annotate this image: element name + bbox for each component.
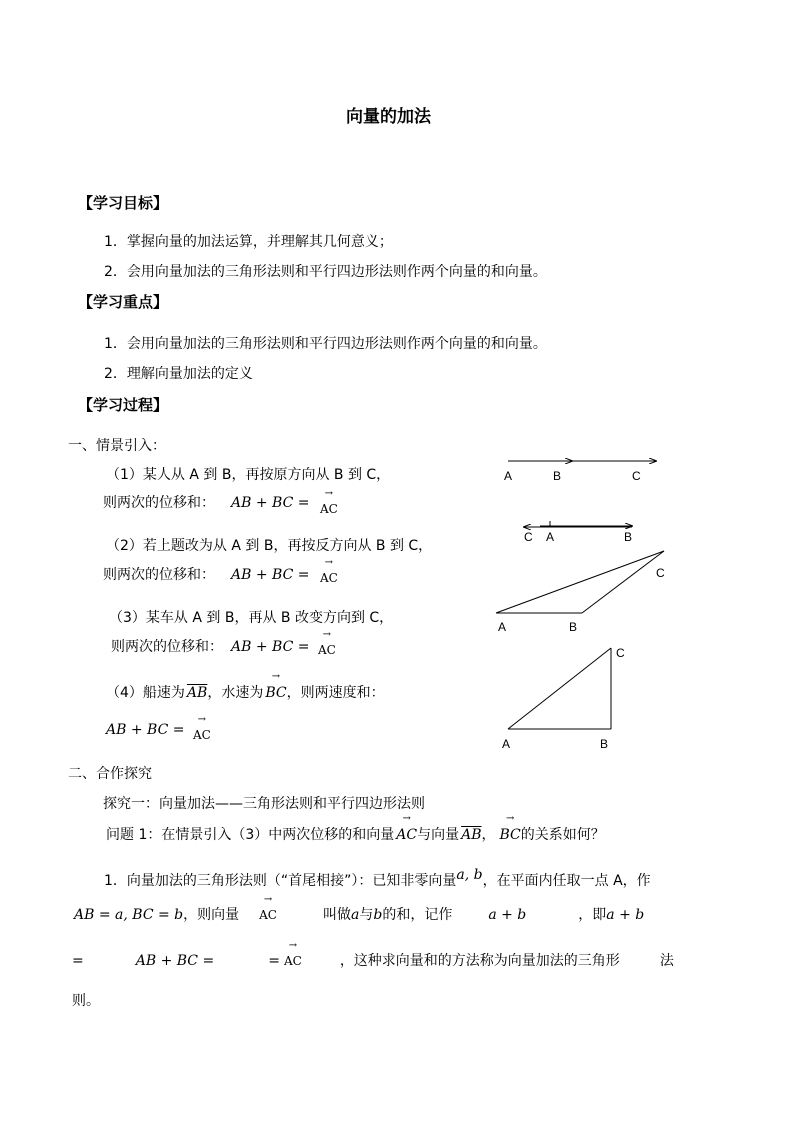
triangle-rule-line3: = AB + BC = = → AC ，这种求向量和的方法称为向量加法的三角形 法 — [72, 952, 722, 970]
question-1: （1）某人从 A 到 B，再按原方向从 B 到 C， — [106, 467, 391, 483]
vector-bc: → BC — [500, 826, 521, 844]
segment-ac — [496, 551, 664, 613]
explore-one: 探究一：向量加法——三角形法则和平行四边形法则 — [103, 796, 425, 812]
expr: AB + BC = — [106, 722, 185, 738]
vector-ac: → AC — [284, 952, 302, 970]
expr: AB + BC = — [231, 639, 310, 655]
coop-heading: 二、合作探究 — [68, 766, 152, 782]
question-2-sum: 则两次的位移和： AB + BC = → AC — [103, 566, 338, 584]
focus-item: 1．会用向量加法的三角形法则和平行四边形法则作两个向量的和向量。 — [104, 336, 547, 352]
label-c: C — [632, 469, 641, 483]
expr: AB + BC = — [135, 953, 215, 969]
label-b: B — [553, 469, 562, 483]
problem-1: 问题 1：在情景引入（3）中两次位移的和向量 → AC与向量 $\overline{AB}$， → BC的关系如何？ — [106, 826, 605, 844]
section-heading-focus: 【学习重点】 — [78, 293, 169, 311]
vector-ac: → AC — [396, 826, 417, 844]
figure-4 — [502, 646, 625, 751]
vector-ab: $\overline{AB}$ — [186, 685, 208, 701]
vector-bc: → BC — [265, 684, 286, 702]
vector-ac: → AC — [318, 641, 336, 659]
expr: AB + BC = — [231, 567, 310, 583]
label-c: C — [524, 530, 533, 544]
intro-heading: 一、情景引入： — [68, 438, 166, 454]
vector-ac: → AC — [259, 906, 277, 924]
triangle-rule-line2: AB = a, BC = b，则向量 → AC 叫做a与b的和，记作 a + b ，即a + b — [74, 906, 724, 924]
goal-item: 1．掌握向量的加法运算，并理解其几何意义； — [104, 234, 393, 250]
label-a: A — [504, 469, 513, 483]
figure-1 — [504, 461, 656, 483]
label-b: B — [624, 530, 633, 544]
vector-ac: → AC — [320, 569, 338, 587]
label-a: A — [502, 737, 511, 751]
label-a: A — [498, 620, 507, 634]
segment-ac — [508, 648, 611, 729]
vector-ac: → AC — [320, 500, 338, 518]
question-3-sum: 则两次的位移和： AB + BC = → AC — [111, 638, 336, 656]
figure-3 — [496, 551, 665, 634]
ab-eq: AB = a, BC = b — [74, 907, 184, 923]
vector-ab: $\overline{AB}$ — [461, 827, 482, 843]
figure-2 — [524, 521, 632, 544]
question-1-sum: 则两次的位移和： AB + BC = → AC — [103, 494, 338, 512]
label-b: B — [600, 737, 609, 751]
question-3: （3）某车从 A 到 B，再从 B 改变方向到 C， — [109, 610, 394, 626]
label-c: C — [656, 566, 665, 580]
question-2: （2）若上题改为从 A 到 B，再按反方向从 B 到 C， — [106, 538, 433, 554]
label-a: A — [546, 530, 555, 544]
page-title: 向量的加法 — [346, 107, 431, 127]
vectors-a-b: a, b — [456, 867, 483, 883]
goal-item: 2．会用向量加法的三角形法则和平行四边形法则作两个向量的和向量。 — [104, 264, 547, 280]
section-heading-process: 【学习过程】 — [78, 396, 169, 414]
label-b: B — [569, 620, 578, 634]
rule-end: 则。 — [72, 993, 100, 1009]
segment-bc — [582, 551, 664, 613]
expr: AB + BC = — [231, 495, 310, 511]
question-4: （4）船速为 $\overline{AB}$，水速为 → BC，则两速度和： — [106, 684, 385, 702]
vector-ac: → AC — [193, 726, 211, 744]
section-heading-goals: 【学习目标】 — [78, 194, 169, 212]
focus-item: 2．理解向量加法的定义 — [104, 366, 253, 382]
label-c: C — [616, 646, 625, 660]
triangle-rule: 1．向量加法的三角形法则（“首尾相接”）：已知非零向量a, b，在平面内任取一点 A，作 — [104, 867, 651, 889]
